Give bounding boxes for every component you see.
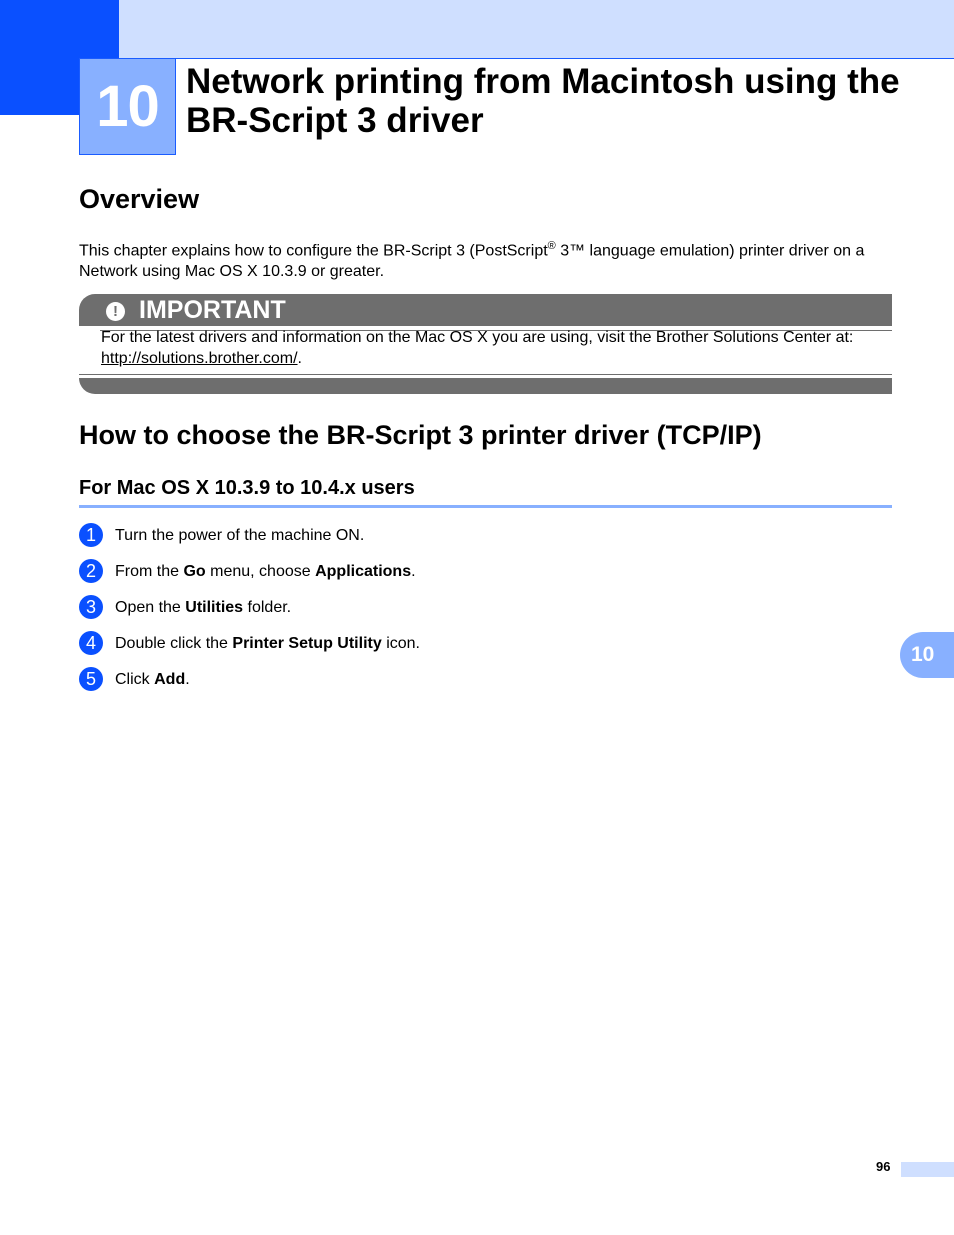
subheading-rule <box>79 505 892 508</box>
chapter-title: Network printing from Macintosh using the BR-Script 3 driver <box>186 62 900 140</box>
page-number: 96 <box>876 1159 891 1174</box>
chapter-side-tab: 10 <box>900 632 954 678</box>
step-text <box>115 634 420 654</box>
important-bottom-divider <box>79 374 892 375</box>
header-band <box>0 0 954 59</box>
important-label: IMPORTANT <box>139 296 286 324</box>
important-text <box>101 327 896 369</box>
section-heading: How to choose the BR-Script 3 printer driver (TCP/IP) <box>79 420 762 450</box>
step-text-part: Turn the power of the machine ON. <box>115 527 365 544</box>
section-subheading: For Mac OS X 10.3.9 to 10.4.x users <box>79 477 415 499</box>
solutions-center-link[interactable]: http://solutions.brother.com/ <box>101 350 298 367</box>
overview-intro <box>79 236 899 282</box>
step-text-part: Click <box>115 671 155 688</box>
chapter-number-box <box>79 58 176 155</box>
step-ui-term: Applications <box>315 563 412 580</box>
important-text-body: For the latest drivers and information on the Mac OS X you are using, visit the Brother Solutions Center at: <box>101 329 854 346</box>
step-text-part: From the <box>115 563 184 580</box>
step-text-part: icon. <box>381 635 420 652</box>
step-text <box>115 670 190 690</box>
step-number-badge: 3 <box>79 595 103 619</box>
overview-heading: Overview <box>79 184 200 214</box>
step-ui-term: Add <box>154 671 186 688</box>
chapter-number: 10 <box>96 74 159 139</box>
step-ui-term: Utilities <box>185 599 244 616</box>
step-text-part: . <box>411 563 416 580</box>
exclamation-icon: ! <box>106 302 125 321</box>
step-text-part: Double click the <box>115 635 233 652</box>
step-text-part: folder. <box>243 599 292 616</box>
page-number-tab <box>901 1162 954 1177</box>
step-ui-term: Printer Setup Utility <box>232 635 382 652</box>
step-number-badge: 5 <box>79 667 103 691</box>
intro-text-cont: 3™ language emulation) printer driver on a Network using Mac OS X 10.3.9 or greater. <box>79 242 865 281</box>
step-number-badge: 2 <box>79 559 103 583</box>
step-ui-term: Go <box>183 563 206 580</box>
step-text <box>115 526 364 546</box>
step-text <box>115 598 291 618</box>
step-number-badge: 1 <box>79 523 103 547</box>
registered-mark: ® <box>547 240 556 252</box>
step-text-part: Open the <box>115 599 186 616</box>
step-text <box>115 562 416 582</box>
important-text-end: . <box>297 350 302 367</box>
step-text-part: menu, choose <box>205 563 316 580</box>
step-text-part: . <box>185 671 190 688</box>
step-number-badge: 4 <box>79 631 103 655</box>
intro-text: This chapter explains how to configure the BR-Script 3 (PostScript <box>79 242 548 260</box>
important-footer-bar <box>79 378 892 394</box>
